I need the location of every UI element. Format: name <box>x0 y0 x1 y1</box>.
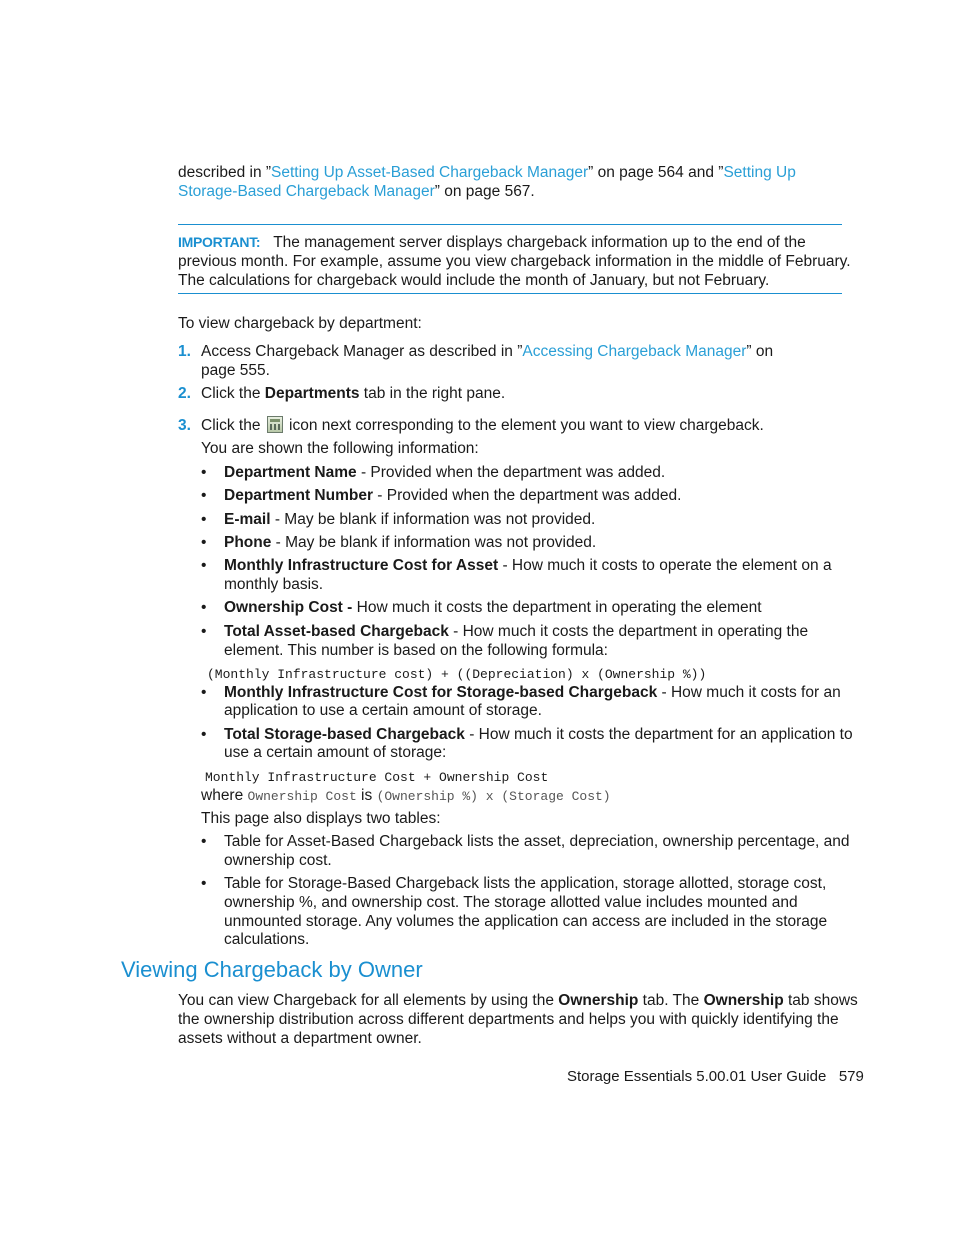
info-desc: How much it costs the department in operating the element <box>352 599 762 616</box>
procedure-lead: To view chargeback by department: <box>178 315 422 332</box>
step-1-line-1 <box>201 342 773 361</box>
info-desc-cont: use a certain amount of storage: <box>224 744 447 761</box>
bullet: • <box>201 726 207 743</box>
info-item <box>224 533 596 552</box>
link-asset-based-setup[interactable]: Setting Up Asset-Based Chargeback Manager <box>271 164 589 181</box>
info-desc: - May be blank if information was not provided. <box>270 511 596 528</box>
important-bottom-rule <box>178 293 842 294</box>
info-term: Monthly Infrastructure Cost for Asset <box>224 557 499 574</box>
bullet: • <box>201 599 207 616</box>
table-desc: unmounted storage. Any volumes the application can access are included in the storage <box>224 913 828 930</box>
section-para-line-2: the ownership distribution across different departments and helps you with quickly identifying the <box>178 1011 839 1028</box>
where-code: (Ownership %) x (Storage Cost) <box>376 789 611 804</box>
bullet: • <box>201 684 207 701</box>
info-item <box>224 510 595 529</box>
info-term: Ownership Cost - <box>224 599 353 616</box>
info-item <box>224 463 665 482</box>
bullet: • <box>201 623 207 640</box>
info-desc: - How much it costs the department for an application to <box>464 726 853 743</box>
bullet: • <box>201 557 207 574</box>
info-item <box>224 486 681 505</box>
info-desc: - How much it costs for an <box>657 684 841 701</box>
info-item <box>224 725 853 744</box>
step-1-line-2: page 555. <box>201 362 270 379</box>
info-term: Phone <box>224 534 272 551</box>
where-code: Ownership Cost <box>247 789 357 804</box>
intro-text: ” on page 564 and ” <box>588 164 724 181</box>
bullet: • <box>201 833 207 850</box>
step-2 <box>201 384 505 403</box>
important-text: The management server displays chargeback information up to the end of the <box>273 234 806 251</box>
table-desc: calculations. <box>224 931 310 948</box>
info-desc: - May be blank if information was not provided. <box>271 534 597 551</box>
important-line-3: The calculations for chargeback would include the month of January, but not February. <box>178 272 770 289</box>
para-text: tab. The <box>638 992 704 1009</box>
section-heading: Viewing Chargeback by Owner <box>121 957 423 982</box>
step-number: 3. <box>178 417 191 434</box>
info-term: Department Number <box>224 487 373 504</box>
para-text: tab shows <box>783 992 858 1009</box>
info-desc: - Provided when the department was added. <box>373 487 682 504</box>
chargeback-calculator-icon <box>267 416 283 433</box>
important-top-rule <box>178 224 842 225</box>
footer-guide-title: Storage Essentials 5.00.01 User Guide <box>567 1068 827 1085</box>
section-para-line-3: assets without a department owner. <box>178 1030 422 1047</box>
info-term: Total Asset-based Chargeback <box>224 623 449 640</box>
info-desc: - How much it costs the department in operating the <box>448 623 809 640</box>
step-text: Click the <box>201 385 265 402</box>
storage-chargeback-formula: Monthly Infrastructure Cost + Ownership Cost <box>205 770 549 785</box>
info-item <box>224 556 832 575</box>
info-desc-cont: element. This number is based on the following formula: <box>224 642 608 659</box>
bullet: • <box>201 487 207 504</box>
step-text: ” on <box>746 343 774 360</box>
bullet: • <box>201 511 207 528</box>
shown-lead: You are shown the following information: <box>201 440 479 457</box>
info-item <box>224 683 841 702</box>
table-desc: Table for Storage-Based Chargeback lists the application, storage allotted, storage cost, <box>224 875 827 892</box>
para-text: You can view Chargeback for all elements by using the <box>178 992 559 1009</box>
step-number: 2. <box>178 385 191 402</box>
table-desc: ownership %, and ownership cost. The storage allotted value includes mounted and <box>224 894 798 911</box>
info-term: E-mail <box>224 511 271 528</box>
intro-text: described in ” <box>178 164 272 181</box>
important-line-2: previous month. For example, assume you view chargeback information in the middle of February. <box>178 253 851 270</box>
step-number: 1. <box>178 343 191 360</box>
info-desc: - Provided when the department was added. <box>356 464 666 481</box>
info-term: Monthly Infrastructure Cost for Storage-based Chargeback <box>224 684 658 701</box>
link-accessing-chargeback-manager[interactable]: Accessing Chargeback Manager <box>522 343 747 360</box>
step-text: tab in the right pane. <box>359 385 506 402</box>
info-desc-cont: application to use a certain amount of storage. <box>224 702 542 719</box>
asset-chargeback-formula: (Monthly Infrastructure cost) + ((Depreciation) x (Ownership %)) <box>207 667 707 682</box>
important-line-1 <box>178 233 806 252</box>
intro-text: ” on page 567. <box>434 183 535 200</box>
table-desc: Table for Asset-Based Chargeback lists the asset, depreciation, ownership percentage, and <box>224 833 850 850</box>
info-item <box>224 622 808 641</box>
where-line <box>201 786 611 805</box>
info-desc-cont: monthly basis. <box>224 576 324 593</box>
bullet: • <box>201 464 207 481</box>
page-footer <box>567 1067 864 1086</box>
link-storage-based-setup-cont[interactable]: Storage-Based Chargeback Manager <box>178 183 435 200</box>
step-text: Click the <box>201 417 265 434</box>
bullet: • <box>201 875 207 892</box>
link-storage-based-setup[interactable]: Setting Up <box>723 164 796 181</box>
where-text: where <box>201 787 248 804</box>
where-text: is <box>356 787 377 804</box>
departments-tab-ref: Departments <box>264 385 360 402</box>
table-desc: ownership cost. <box>224 852 332 869</box>
important-label: IMPORTANT: <box>178 234 261 250</box>
intro-line-1 <box>178 163 796 182</box>
info-item <box>224 598 762 617</box>
info-term: Department Name <box>224 464 357 481</box>
ownership-tab-ref: Ownership <box>558 992 639 1009</box>
ownership-tab-ref: Ownership <box>703 992 784 1009</box>
info-term: Total Storage-based Chargeback <box>224 726 465 743</box>
section-para-line-1 <box>178 991 858 1010</box>
bullet: • <box>201 534 207 551</box>
info-desc: - How much it costs to operate the element on a <box>498 557 832 574</box>
tables-lead: This page also displays two tables: <box>201 810 441 827</box>
intro-line-2 <box>178 182 535 201</box>
page-number: 579 <box>838 1068 864 1085</box>
step-text: icon next corresponding to the element you want to view chargeback. <box>284 417 764 434</box>
step-text: Access Chargeback Manager as described in ” <box>201 343 523 360</box>
step-3 <box>201 416 764 435</box>
